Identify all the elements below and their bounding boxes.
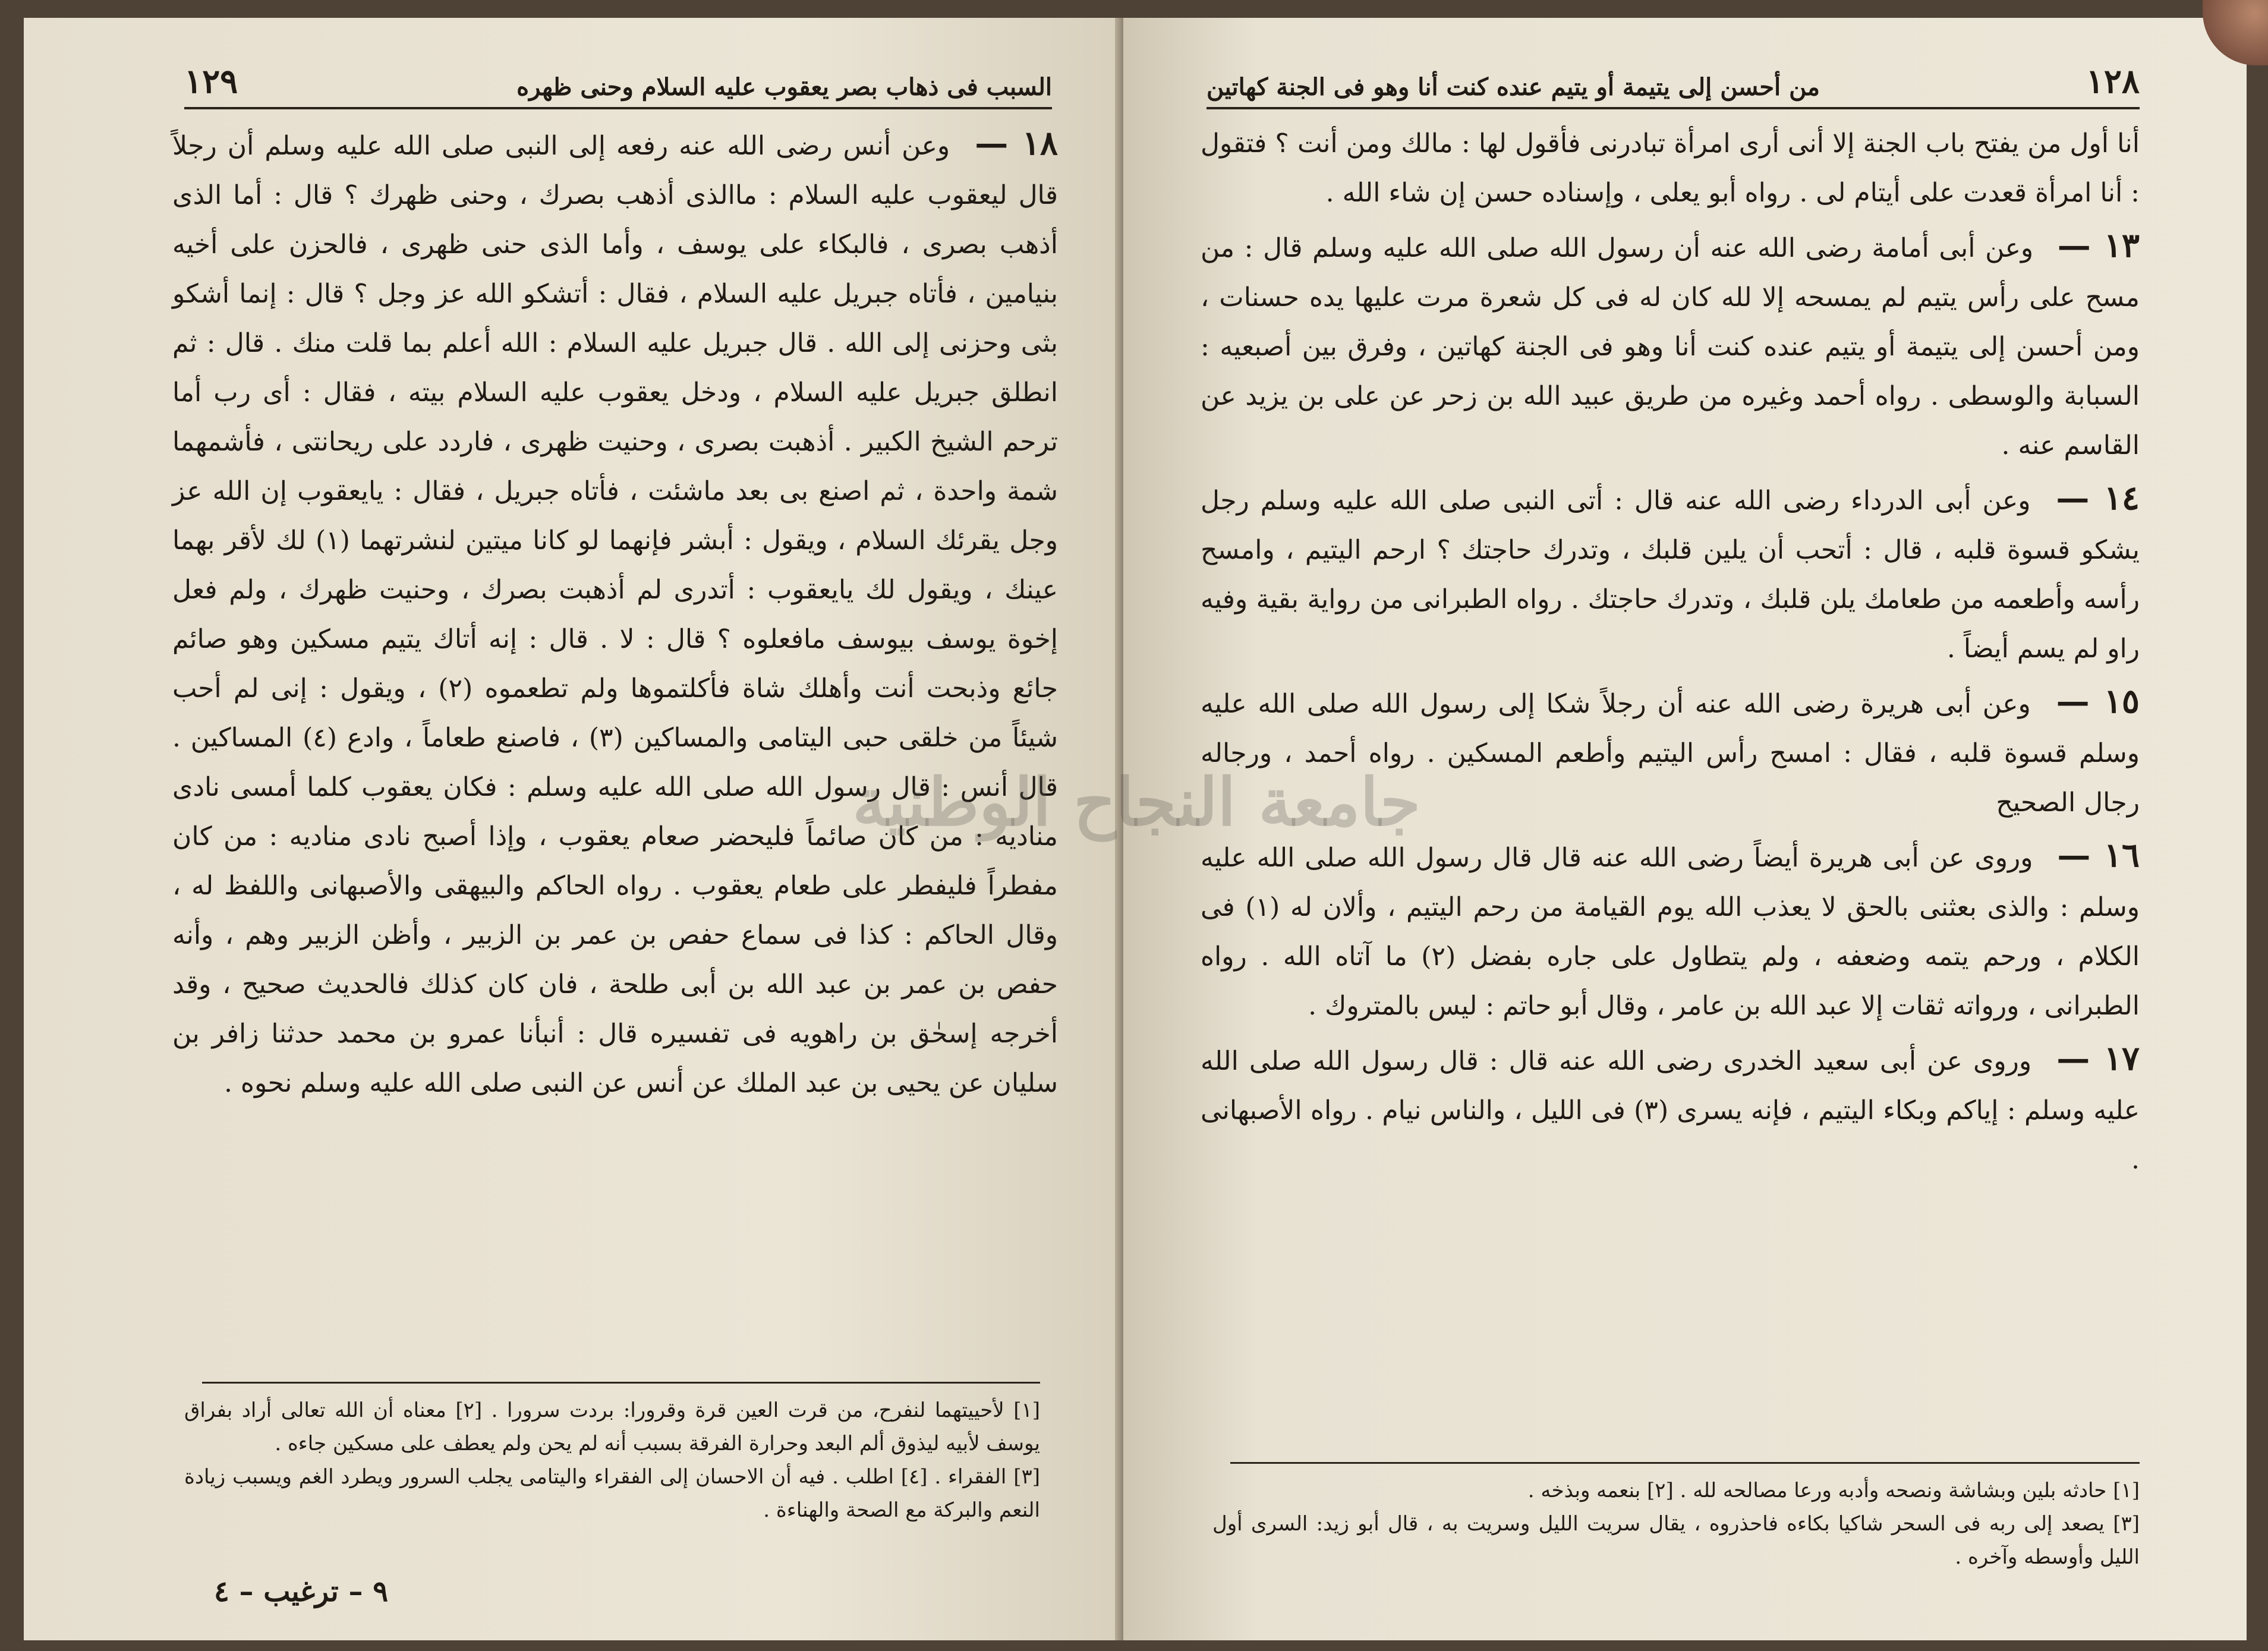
library-watermark: جامعة النجاح الوطنية xyxy=(852,764,1420,840)
entry-number: ١٣ — xyxy=(2057,226,2140,265)
left-body-text xyxy=(172,119,1058,1111)
right-page-number: ١٢٨ xyxy=(2086,62,2140,101)
hadith-entry-continued xyxy=(1201,119,2140,218)
entry-text: وعن أنس رضى الله عنه رفعه إلى النبى صلى الله عليه وسلم أن رجلاً قال ليعقوب عليه السلام : ماالذى أذهب بصرك ، وحنى ظهرك ؟ قال : أما الذى أذهب بصرى ، فالبكاء على يوسف ، وأما الذى حنى ظهرى ، فالحزن على أخيه بنيامين ، فأتاه جبريل عليه السلام ، فقال : أتشكو الله عز وجل ؟ قال : إنما أشكو بثى وحزنى إلى الله . قال جبريل عليه السلام : الله أعلم بما قلت منك . قال : ثم انطلق جبريل عليه السلام ، ودخل يعقوب عليه السلام بيته ، فقال : أى رب أما ترحم الشيخ الكبير . أذهبت بصرى ، وحنيت ظهرى ، فاردد على ريحانتى ، فأشمهما شمة واحدة ، ثم اصنع بى بعد ماشئت ، فأتاه جبريل ، فقال : يايعقوب إن الله عز وجل يقرئك السلام ، ويقول : أبشر فإنهما لو كانا ميتين لنشرتهما (١) لك لأقر بهما عينك ، ويقول لك يايعقوب : أتدرى لم أذهبت بصرك ، وحنيت ظهرك ، ولم فعل إخوة يوسف بيوسف مافعلوه ؟ قال : لا . قال : إنه أتاك يتيم مسكين وهو صائم جائع وذبحت أنت وأهلك شاة فأكلتموها ولم تطعموه (٢) ، ويقول : إنى لم أحب شيئاً من خلقى حبى اليتامى والمساكين (٣) ، فاصنع طعاماً ، وادع (٤) المساكين . قال أنس : قال رسول الله صلى الله عليه وسلم : فكان يعقوب كلما أمسى نادى مناديه : من كان صائماً فليحضر صعام يعقوب ، وإذا أصبح نادى مناديه : من كان مفطراً فليفطر على طعام يعقوب . رواه الحاكم والبيهقى والأصبهانى واللفظ له ، وقال الحاكم : كذا فى سماع حفص بن عمر بن الزبير ، وأظن الزبير وهم ، وأنه حفص بن عمر بن عبد الله بن أبى طلحة ، فان كان كذلك فالحديث صحيح ، وقد أخرجه إسحٰق بن راهويه فى تفسيره قال : أنبأنا عمرو بن محمد حدثنا زافر بن سليان عن يحيى بن عبد الملك عن أنس عن النبى صلى الله عليه وسلم نحوه . xyxy=(172,131,1059,1098)
entry-number: ١٤ — xyxy=(2056,478,2140,518)
footnote-line: [١] حادثه بلين وبشاشة ونصحه وأدبه ورعا مصالحه لله . [٢] بنعمه وبذخه . xyxy=(1527,1479,2140,1502)
footnote-line: [٣] يصعد إلى ربه فى السحر شاكيا بكاءه فاحذروه ، يقال سريت الليل وسريت به ، قال أبو زيد: السرى أول الليل وأوسطه وآخره . xyxy=(1212,1512,2140,1569)
left-page-header xyxy=(184,42,1052,109)
right-footnotes xyxy=(1212,1474,2140,1574)
hadith-entry-13 xyxy=(1201,221,2140,470)
entry-text: وروى عن أبى سعيد الخدرى رضى الله عنه قال : قال رسول الله صلى الله عليه وسلم : إياكم وبكاء اليتيم ، فإنه يسرى (٣) فى الليل ، والناس نيام . رواه الأصبهانى . xyxy=(1201,1046,2140,1175)
entry-number: ١٥ — xyxy=(2056,682,2140,721)
entry-text: وعن أبى أمامة رضى الله عنه أن رسول الله صلى الله عليه وسلم قال : من مسح على رأس يتيم لم يمسحه إلا لله كان له فى كل شعرة مرت عليها يده حسنات ، ومن أحسن إلى يتيمة أو يتيم عنده كنت أنا وهو فى الجنة كهاتين ، وفرق بين أصبعيه : السبابة والوسطى . رواه أحمد وغيره من طريق عبيد الله بن زحر عن على بن يزيد عن القاسم عنه . xyxy=(1201,233,2140,461)
left-footnote-rule xyxy=(202,1382,1040,1384)
hadith-entry-17 xyxy=(1201,1034,2140,1184)
hadith-entry-14 xyxy=(1201,474,2140,673)
entry-number: ١٧ — xyxy=(2056,1039,2140,1078)
entry-text: وروى عن أبى هريرة أيضاً رضى الله عنه قال قال رسول الله صلى الله عليه وسلم : والذى بعثنى بالحق لا يعذب الله يوم القيامة من رحم اليتيم ، وألان له (١) فى الكلام ، ورحم يتمه وضعفه ، ولم يتطاول على جاره بفضل (٢) ما آتاه الله . رواه الطبرانى ، ورواته ثقات إلا عبد الله بن عامر ، وقال أبو حاتم : ليس بالمتروك . xyxy=(1201,843,2140,1021)
entry-number: ١٨ — xyxy=(975,124,1058,163)
right-page-header xyxy=(1207,42,2140,109)
left-footnotes xyxy=(184,1394,1040,1527)
right-body-text xyxy=(1201,119,2140,1188)
left-running-title: السبب فى ذهاب بصر يعقوب عليه السلام وحنى ظهره xyxy=(516,73,1052,101)
printer-signature-mark: ٩ – ترغيب – ٤ xyxy=(214,1575,388,1608)
footnote-line: [١] لأحييتهما لنفرح، من قرت العين قرة وقرورا: بردت سرورا . [٢] معناه أن الله تعالى أراد بفراق يوسف لأبيه ليذوق ألم البعد وحرارة الفرقة بسبب أنه لم يحن ولم يعطف على مسكين جاءه . xyxy=(184,1398,1040,1455)
entry-text: وعن أبى هريرة رضى الله عنه أن رجلاً شكا إلى رسول الله صلى الله عليه وسلم قسوة قلبه ، فقال : امسح رأس اليتيم وأطعم المسكين . رواه أحمد ، ورجاله رجال الصحيح xyxy=(1201,689,2140,818)
footnote-line: [٣] الفقراء . [٤] اطلب . فيه أن الاحسان إلى الفقراء واليتامى يجلب السرور ويطرد الغم ويسبب زيادة النعم والبركة مع الصحة والهناءة . xyxy=(184,1465,1040,1522)
hadith-entry-18 xyxy=(172,119,1058,1108)
book-spread xyxy=(24,18,2247,1640)
entry-text: وعن أبى الدرداء رضى الله عنه قال : أتى النبى صلى الله عليه وسلم رجل يشكو قسوة قلبه ، قال : أتحب أن يلين قلبك ، وتدرك حاجتك ؟ ارحم اليتيم ، وامسح رأسه وأطعمه من طعامك يلن قلبك ، وتدرك حاجتك . رواه الطبرانى من رواية بقية وفيه راو لم يسم أيضاً . xyxy=(1201,486,2140,664)
entry-number: ١٦ — xyxy=(2057,836,2140,875)
entry-text: أنا أول من يفتح باب الجنة إلا أنى أرى امرأة تبادرنى فأقول لها : مالك ومن أنت ؟ فتقول : أنا امرأة قعدت على أيتام لى . رواه أبو يعلى ، وإسناده حسن إن شاء الله . xyxy=(1201,128,2140,208)
hadith-entry-16 xyxy=(1201,831,2140,1031)
right-footnote-rule xyxy=(1230,1462,2140,1464)
left-page-number: ١٢٩ xyxy=(184,62,238,101)
right-running-title: من أحسن إلى يتيمة أو يتيم عنده كنت أنا وهو فى الجنة كهاتين xyxy=(1207,73,1820,101)
